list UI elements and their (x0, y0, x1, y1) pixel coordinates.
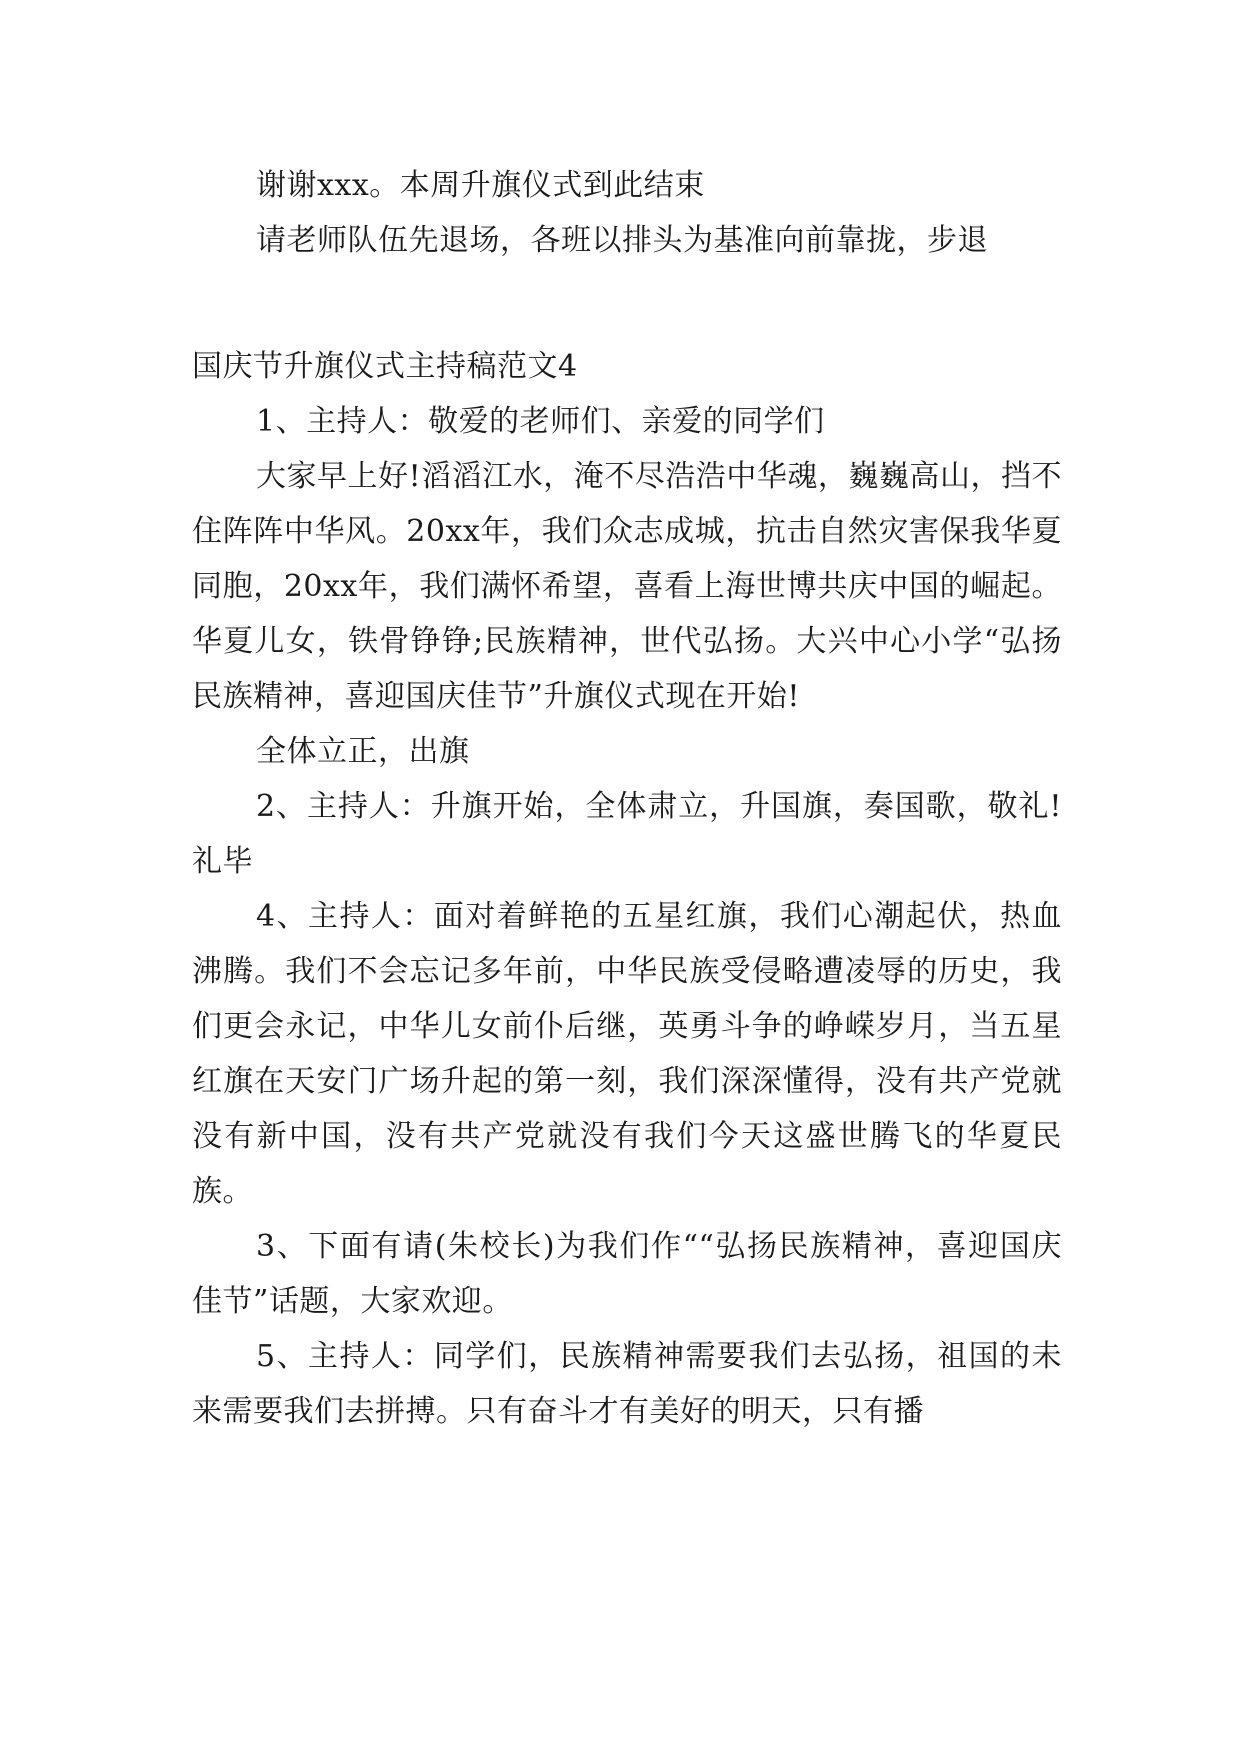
paragraph-host-1: 1、主持人：敬爱的老师们、亲爱的同学们 (256, 404, 825, 439)
paragraph-dismissal: 请老师队伍先退场，各班以排头为基准向前靠拢，步退 (256, 223, 988, 258)
paragraph-host-5: 5、主持人：同学们，民族精神需要我们去弘扬，祖国的未来需要我们去拼搏。只有奋斗才有美好的明天，只有播 (192, 1339, 1062, 1429)
paragraph-attention: 全体立正，出旗 (256, 734, 470, 769)
paragraph-closing: 谢谢xxx。本周升旗仪式到此结束 (256, 168, 705, 203)
paragraph-host-3: 3、下面有请(朱校长)为我们作““弘扬民族精神，喜迎国庆佳节”话题，大家欢迎。 (192, 1229, 1062, 1319)
paragraph-greeting: 大家早上好!滔滔江水，淹不尽浩浩中华魂，巍巍高山，挡不住阵阵中华风。20xx年，我们众志成城，抗击自然灾害保我华夏同胞，20xx年，我们满怀希望，喜看上海世博共庆中国的崛起。华夏儿女，铁骨铮铮;民族精神，世代弘扬。大兴中心小学“弘扬民族精神，喜迎国庆佳节”升旗仪式现在开始! (192, 459, 1062, 714)
paragraph-host-4: 4、主持人：面对着鲜艳的五星红旗，我们心潮起伏，热血沸腾。我们不会忘记多年前，中华民族受侵略遭凌辱的历史，我们更会永记，中华儿女前仆后继，英勇斗争的峥嵘岁月，当五星红旗在天安门广场升起的第一刻，我们深深懂得，没有共产党就没有新中国，没有共产党就没有我们今天这盛世腾飞的华夏民族。 (192, 899, 1062, 1209)
section-heading: 国庆节升旗仪式主持稿范文4 (192, 349, 578, 384)
document-body (192, 158, 1062, 1439)
paragraph-host-2: 2、主持人：升旗开始，全体肃立，升国旗，奏国歌，敬礼!礼毕 (192, 789, 1062, 879)
